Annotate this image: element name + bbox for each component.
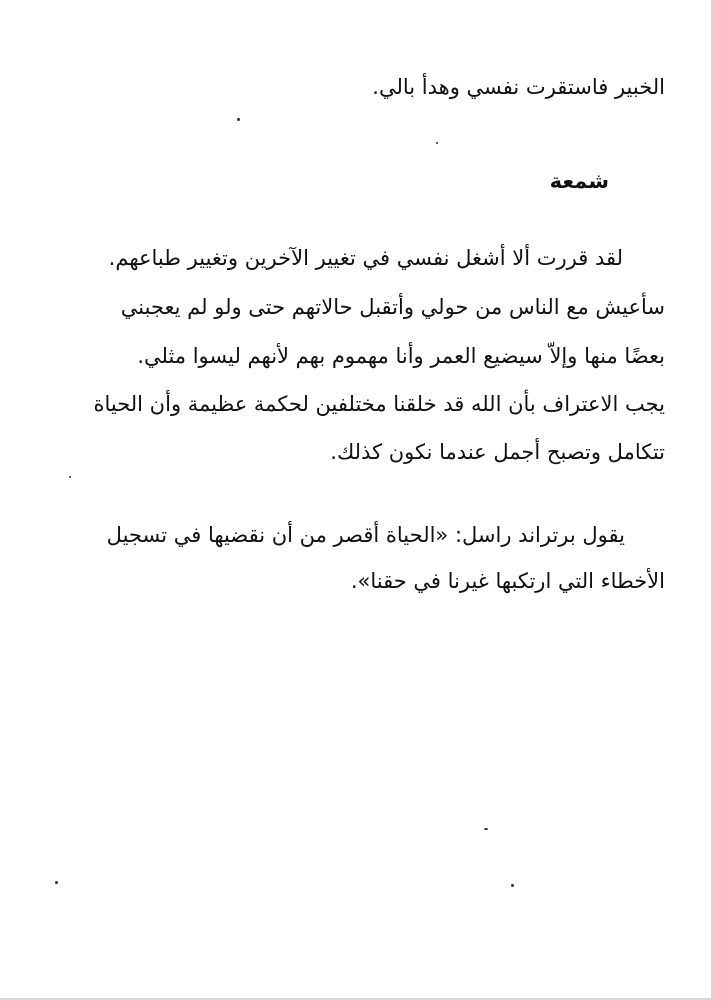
scan-speck [484, 828, 488, 830]
scan-speck [237, 118, 240, 121]
scan-speck [436, 142, 438, 144]
paragraph1-line-1: لقد قررت ألا أشغل نفسي في تغيير الآخرين وتغيير طباعهم. [108, 246, 623, 270]
scan-speck [55, 881, 58, 884]
intro-line: الخبير فاستقرت نفسي وهدأ بالي. [372, 75, 665, 99]
paragraph1-line-3: بعضًا منها وإلاّ سيضيع العمر وأنا مهموم بهم لأنهم ليسوا مثلي. [137, 344, 665, 368]
paragraph1-line-5: تتكامل وتصبح أجمل عندما نكون كذلك. [330, 440, 665, 464]
paragraph2-line-1: يقول برتراند راسل: «الحياة أقصر من أن نقضيها في تسجيل [106, 523, 625, 547]
section-title: شمعة [549, 169, 609, 193]
paragraph2-line-2: الأخطاء التي ارتكبها غيرنا في حقنا». [350, 569, 665, 593]
scan-speck [69, 476, 71, 478]
paragraph1-line-4: يجب الاعتراف بأن الله قد خلقنا مختلفين لحكمة عظيمة وأن الحياة [93, 392, 665, 416]
scan-speck [511, 884, 514, 887]
paragraph1-line-2: سأعيش مع الناس من حولي وأتقبل حالاتهم حتى ولو لم يعجبني [120, 295, 665, 319]
